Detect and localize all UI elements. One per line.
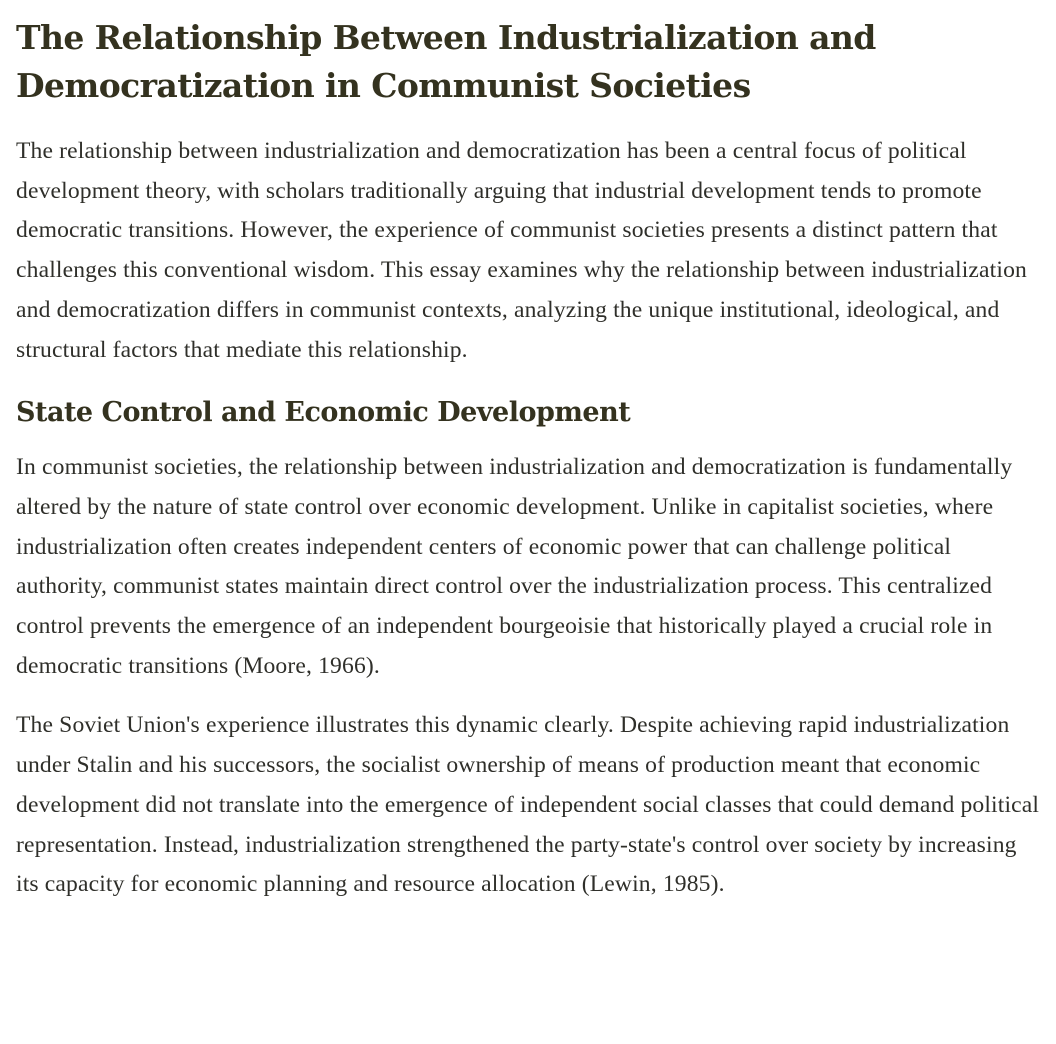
section-state-control	[16, 396, 1040, 905]
body-paragraph: The Soviet Union's experience illustrates this dynamic clearly. Despite achieving rapid industrialization under Stalin and his successors, the socialist ownership of means of production meant that economic development did not translate into the emergence of independent social classes that could demand political representation. Instead, industrialization strengthened the party-state's control over society by increasing its capacity for economic planning and resource allocation (Lewin, 1985).	[16, 712, 1040, 898]
section-heading: State Control and Economic Development	[16, 397, 631, 429]
article-title: The Relationship Between Industrialization and Democratization in Communist Societies	[16, 18, 876, 105]
body-paragraph: In communist societies, the relationship between industrialization and democratization is fundamentally altered by the nature of state control over economic development. Unlike in capitalist societies, where industrialization often creates independent centers of economic power that can challenge political authority, communist states maintain direct control over the industrialization process. This centralized control prevents the emergence of an independent bourgeoisie that historically played a crucial role in democratic transitions (Moore, 1966).	[16, 454, 1013, 679]
intro-paragraph: The relationship between industrialization and democratization has been a central focus of political development theory, with scholars traditionally arguing that industrial development tends to promote democratic transitions. However, the experience of communist societies presents a distinct pattern that challenges this conventional wisdom. This essay examines why the relationship between industrialization and democratization differs in communist contexts, analyzing the unique institutional, ideological, and structural factors that mediate this relationship.	[16, 138, 1027, 363]
